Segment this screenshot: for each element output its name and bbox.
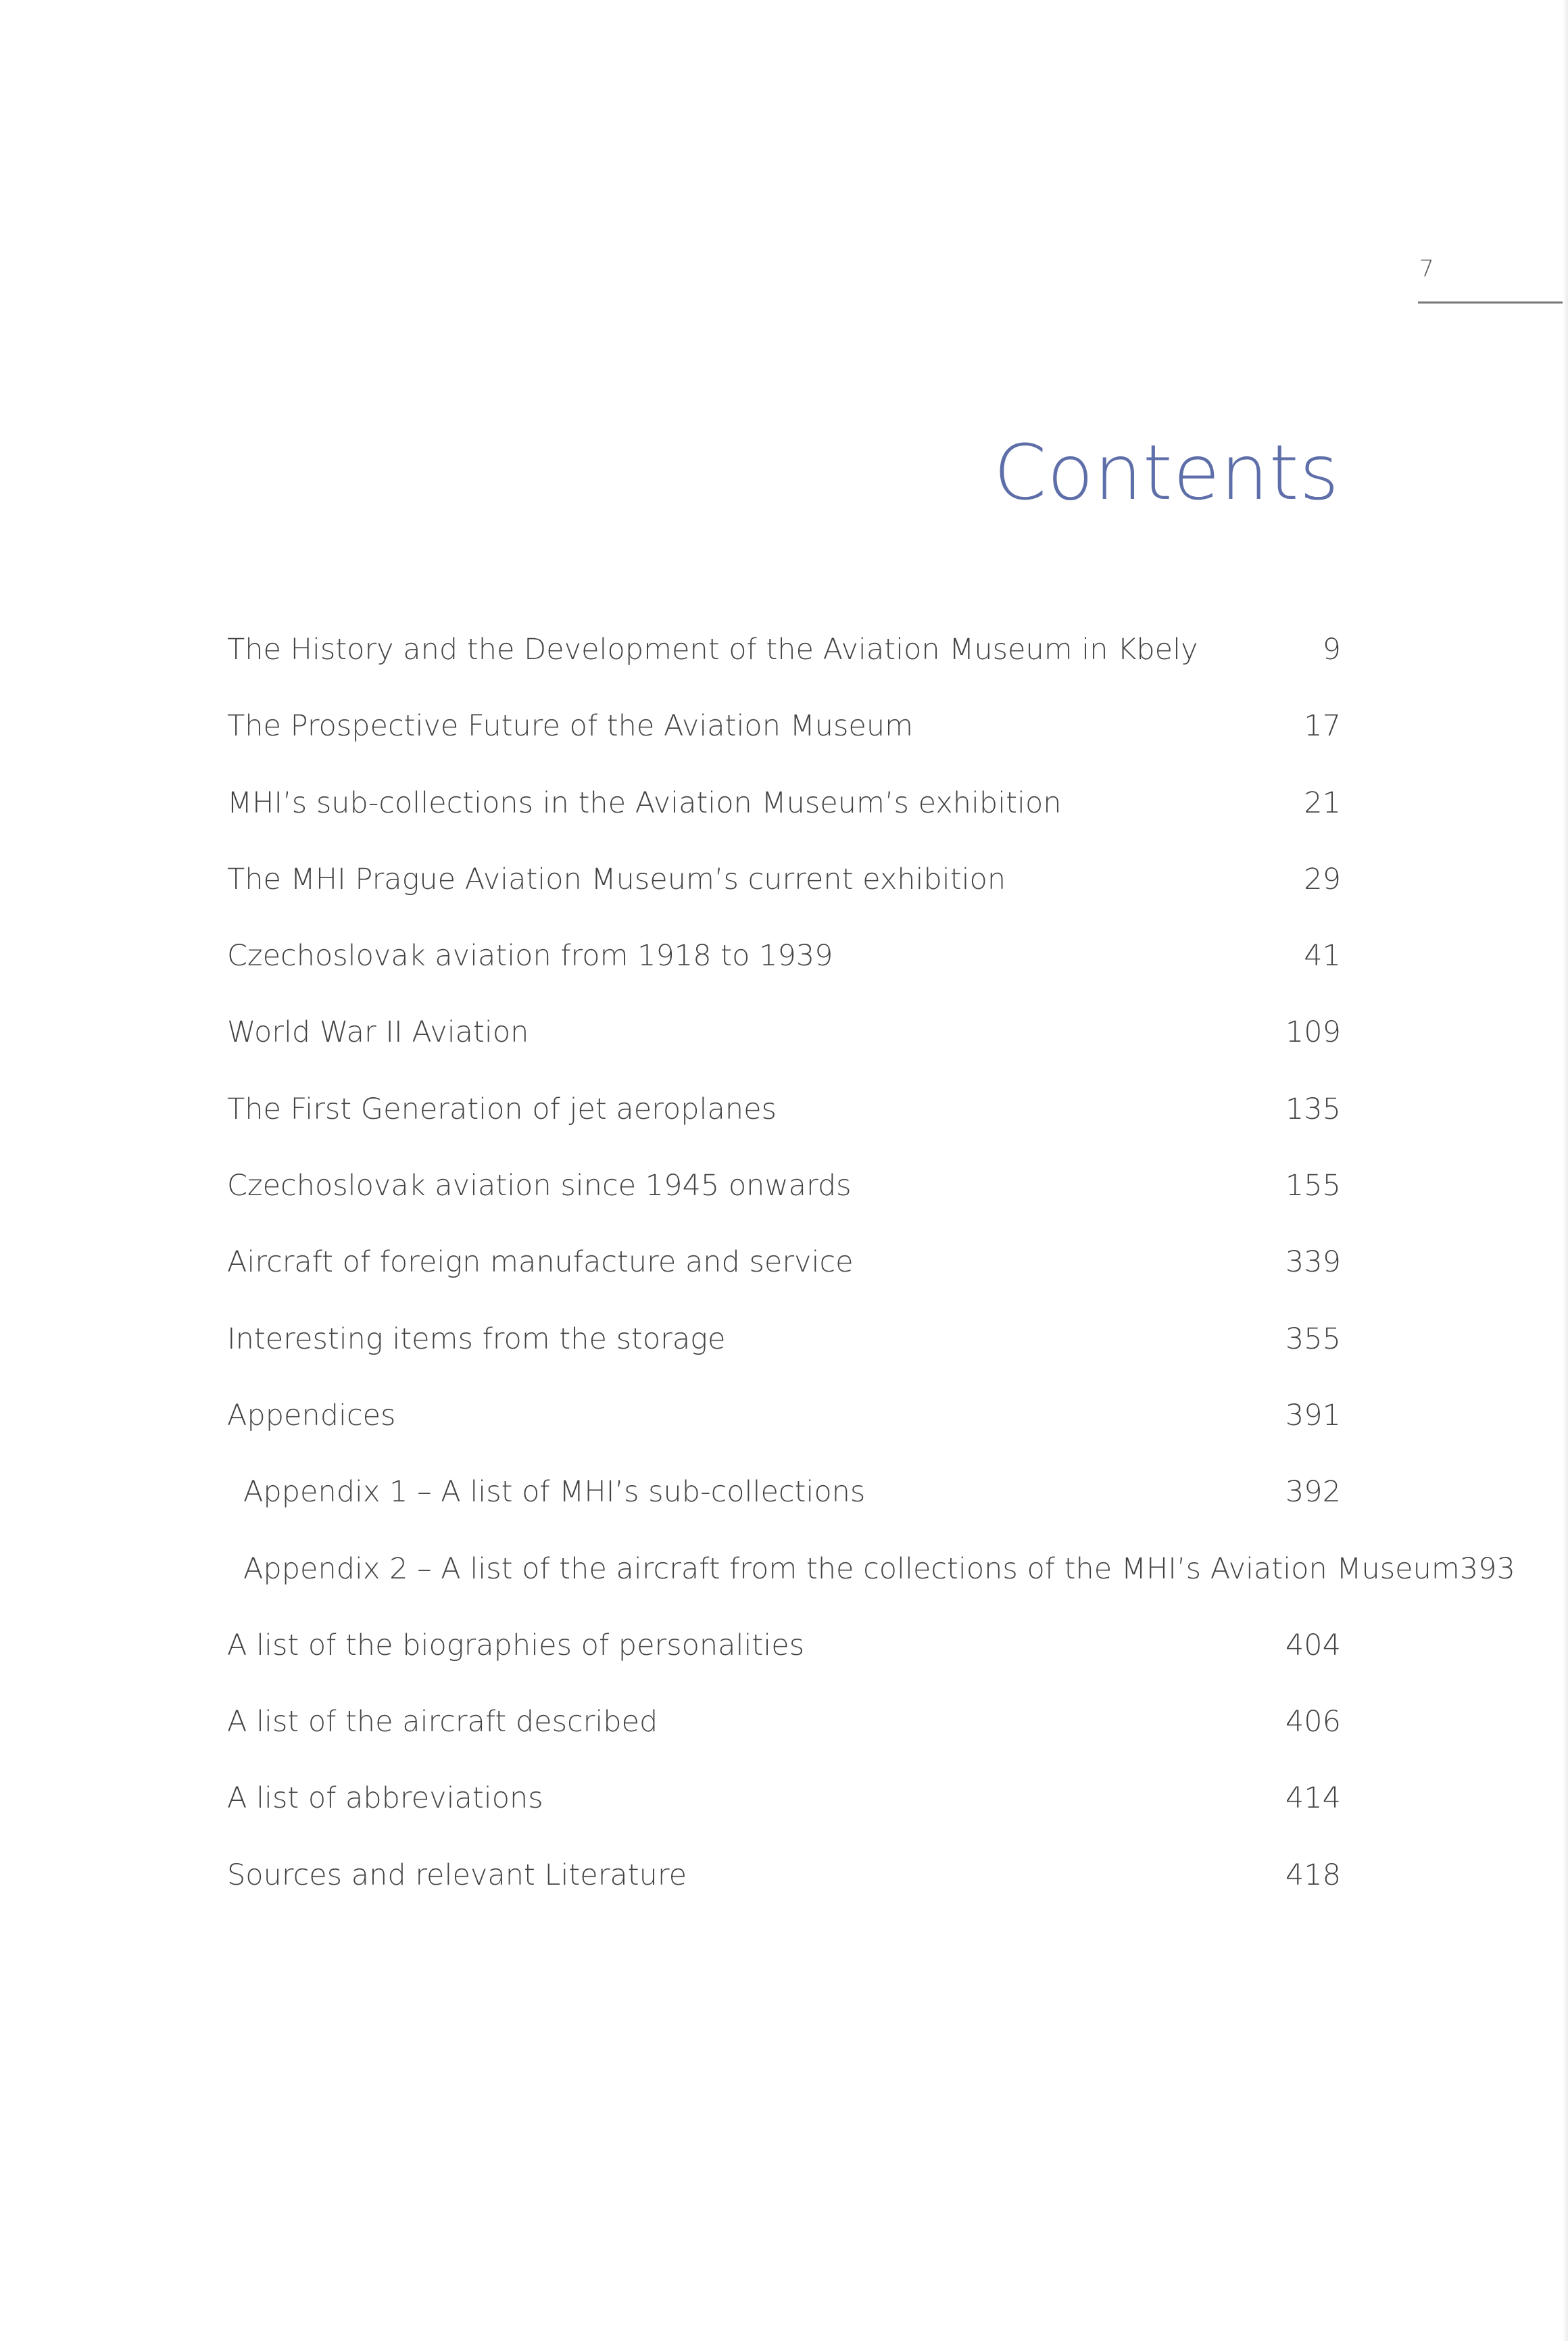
- toc-entry-page-number: 391: [1285, 1398, 1341, 1432]
- toc-entry: [227, 1015, 1341, 1094]
- toc-entry-title: Appendices: [227, 1398, 396, 1432]
- toc-entry-page-number: 393: [1459, 1551, 1515, 1586]
- toc-entry-page-number: 29: [1304, 862, 1341, 896]
- toc-entry: [227, 939, 1341, 1018]
- toc-entry-page-number: 17: [1304, 709, 1341, 744]
- toc-entry-title: Czechoslovak aviation since 1945 onwards: [227, 1169, 852, 1203]
- toc-entry-page-number: 404: [1285, 1628, 1341, 1662]
- toc-entry-title: A list of the biographies of personalities: [227, 1628, 805, 1662]
- toc-entry: [227, 1092, 1341, 1172]
- toc-entry-title: Interesting items from the storage: [227, 1322, 726, 1356]
- toc-entry-title: Appendix 2 – A list of the aircraft from the collections of the MHI’s Aviation Museum: [243, 1551, 1460, 1586]
- header-rule: [1418, 301, 1568, 304]
- toc-entry-page-number: 392: [1285, 1475, 1341, 1510]
- toc-entry: [227, 1322, 1341, 1401]
- toc-entry-page-number: 109: [1285, 1015, 1341, 1050]
- toc-subentry: [227, 1475, 1341, 1554]
- page-title: Contents: [994, 429, 1340, 518]
- toc-entry-title: MHI’s sub-collections in the Aviation Museum’s exhibition: [227, 786, 1062, 820]
- toc-entry-page-number: 406: [1285, 1705, 1341, 1739]
- toc-entry: [227, 1628, 1341, 1708]
- toc-entry-page-number: 9: [1322, 633, 1341, 667]
- toc-entry: [227, 1169, 1341, 1248]
- toc-entry-title: A list of the aircraft described: [227, 1705, 658, 1739]
- toc-entry-title: The First Generation of jet aeroplanes: [227, 1092, 777, 1126]
- toc-entry-title: The History and the Development of the Aviation Museum in Kbely: [227, 633, 1198, 667]
- toc-entry-page-number: 41: [1304, 939, 1341, 973]
- toc-entry: [227, 1781, 1341, 1860]
- toc-entry-title: Sources and relevant Literature: [227, 1858, 687, 1892]
- toc-entry-page-number: 155: [1285, 1169, 1341, 1203]
- toc-entry-page-number: 414: [1285, 1781, 1341, 1816]
- toc-entry-title: The MHI Prague Aviation Museum’s current exhibition: [227, 862, 1006, 896]
- toc-entry: [227, 1245, 1341, 1324]
- table-of-contents: [227, 633, 1515, 1937]
- toc-entry: [227, 862, 1341, 942]
- toc-entry: [227, 635, 1341, 712]
- page-number: 7: [1419, 256, 1434, 283]
- toc-entry-page-number: 135: [1285, 1092, 1341, 1126]
- toc-entry-page-number: 339: [1285, 1245, 1341, 1280]
- toc-entry: [227, 786, 1341, 865]
- toc-subentry: [227, 1551, 1515, 1631]
- toc-entry-title: World War II Aviation: [227, 1015, 529, 1050]
- toc-entry-page-number: 21: [1304, 786, 1341, 820]
- toc-entry-title: A list of abbreviations: [227, 1781, 543, 1816]
- toc-entry-title: Appendix 1 – A list of MHI’s sub-collections: [243, 1475, 866, 1510]
- toc-entry-page-number: 355: [1285, 1322, 1341, 1356]
- toc-entry: [227, 1398, 1341, 1478]
- toc-entry: [227, 1705, 1341, 1784]
- toc-entry-title: The Prospective Future of the Aviation Museum: [227, 709, 914, 744]
- toc-entry: [227, 709, 1341, 788]
- toc-entry-title: Czechoslovak aviation from 1918 to 1939: [227, 939, 833, 973]
- toc-entry-page-number: 418: [1285, 1858, 1341, 1892]
- toc-entry: [227, 1858, 1341, 1937]
- toc-entry-title: Aircraft of foreign manufacture and service: [227, 1245, 854, 1280]
- page-edge-shade: [1563, 0, 1568, 2341]
